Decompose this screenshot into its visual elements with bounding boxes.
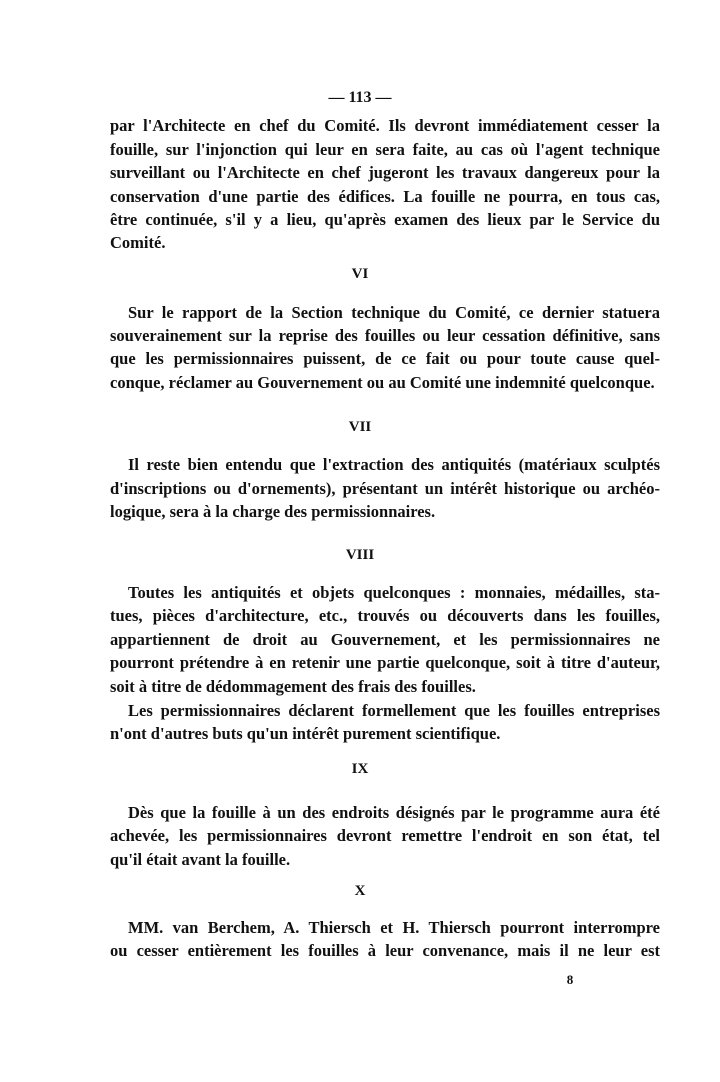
section-heading: X [354, 883, 366, 899]
paragraph-line: surveillant ou l'Architecte en chef jugeront les travaux dangereux pour la [110, 163, 660, 182]
section-heading: VII [348, 419, 372, 435]
paragraph-line: Dès que la fouille à un des endroits désignés par le programme aura été [128, 803, 660, 822]
paragraph-line: fouille, sur l'injonction qui leur en sera faite, au cas où l'agent technique [110, 140, 660, 159]
paragraph-line: Toutes les antiquités et objets quelconques : monnaies, médailles, sta- [128, 583, 660, 602]
section-heading: IX [351, 761, 369, 777]
paragraph-line: d'inscriptions ou d'ornements), présentant un intérêt historique ou archéo- [110, 479, 660, 498]
page-number-header: — 113 — [328, 89, 392, 106]
paragraph-line: MM. van Berchem, A. Thiersch et H. Thiersch pourront interrompre [128, 918, 660, 937]
paragraph-line: tues, pièces d'architecture, etc., trouvés ou découverts dans les fouilles, [110, 606, 660, 625]
paragraph-line: appartiennent de droit au Gouvernement, et les permissionnaires ne [110, 630, 660, 649]
paragraph-line: Les permissionnaires déclarent formellement que les fouilles entreprises [128, 701, 660, 720]
paragraph-line: conservation d'une partie des édifices. La fouille ne pourra, en tous cas, [110, 187, 660, 206]
paragraph-line: qu'il était avant la fouille. [110, 850, 291, 869]
signature-mark: 8 [566, 972, 574, 987]
paragraph-line: ou cesser entièrement les fouilles à leur convenance, mais il ne leur est [110, 941, 660, 960]
section-heading: VIII [345, 547, 375, 563]
paragraph-line: que les permissionnaires puissent, de ce fait ou pour toute cause quel- [110, 349, 660, 368]
paragraph-line: soit à titre de dédommagement des frais des fouilles. [110, 677, 476, 696]
paragraph-line: Il reste bien entendu que l'extraction des antiquités (matériaux sculptés [128, 455, 660, 474]
paragraph-line: être continuée, s'il y a lieu, qu'après examen des lieux par le Service du [110, 210, 660, 229]
paragraph-line: n'ont d'autres buts qu'un intérêt purement scientifique. [110, 724, 501, 743]
paragraph-line: pourront prétendre à en retenir une partie quelconque, soit à titre d'auteur, [110, 653, 660, 672]
paragraph-line: Comité. [110, 233, 166, 252]
paragraph-line: logique, sera à la charge des permissionnaires. [110, 502, 436, 521]
paragraph-line: achevée, les permissionnaires devront remettre l'endroit en son état, tel [110, 826, 660, 845]
paragraph-line: par l'Architecte en chef du Comité. Ils devront immédiatement cesser la [110, 116, 660, 135]
paragraph-line: Sur le rapport de la Section technique du Comité, ce dernier statuera [128, 303, 660, 322]
section-heading: VI [351, 266, 369, 282]
paragraph-line: souverainement sur la reprise des fouilles ou leur cessation définitive, sans [110, 326, 660, 345]
paragraph-line: conque, réclamer au Gouvernement ou au Comité une indemnité quelconque. [110, 373, 655, 392]
